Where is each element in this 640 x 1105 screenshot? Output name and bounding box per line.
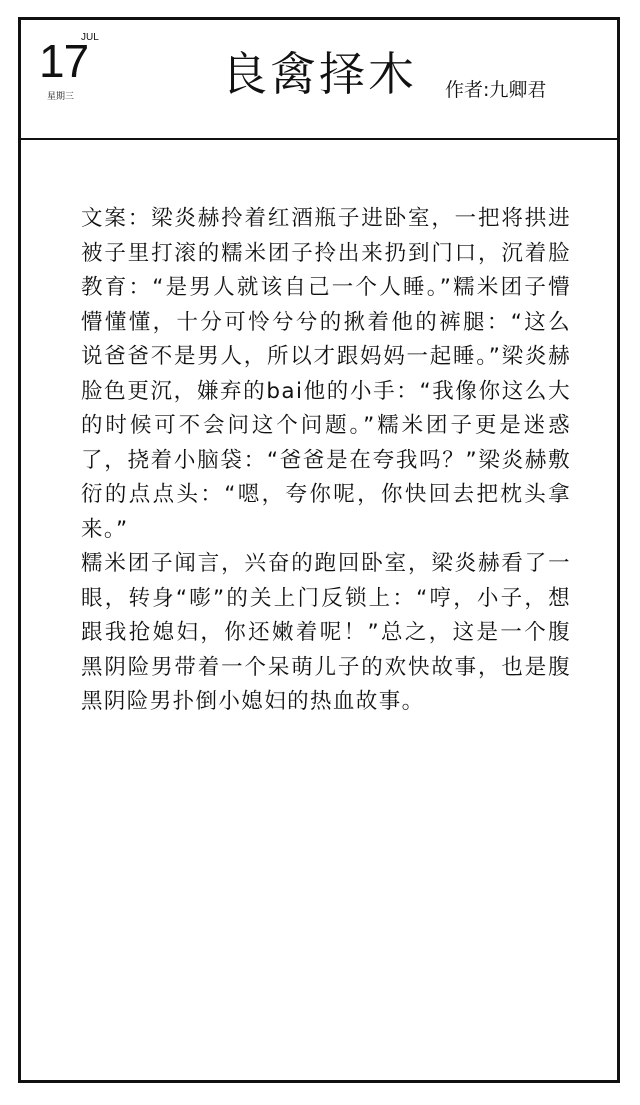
date-weekday: 星期三 <box>47 92 75 102</box>
synopsis <box>81 202 571 720</box>
date-day: 17 <box>39 35 89 87</box>
date-month: JUL <box>81 32 99 43</box>
date-block <box>39 32 119 122</box>
book-author: 作者:九卿君 <box>445 79 547 101</box>
book-card <box>18 17 620 1083</box>
synopsis-paragraph: 糯米团子闻言，兴奋的跑回卧室，梁炎赫看了一眼，转身“嘭”的关上门反锁上：“哼，小子，想跟我抢媳妇，你还嫩着呢！”总之，这是一个腹黑阴险男带着一个呆萌儿子的欢快故事，也是腹黑阴险男扑倒小媳妇的热血故事。 <box>81 551 571 714</box>
book-title: 良禽择木 <box>221 47 417 101</box>
card-header <box>21 20 617 140</box>
synopsis-paragraph: 文案：梁炎赫拎着红酒瓶子进卧室，一把将拱进被子里打滚的糯米团子拎出来扔到门口，沉着脸教育：“是男人就该自己一个人睡。”糯米团子懵懵懂懂，十分可怜兮兮的揪着他的裤腿：“这么说爸爸不是男人，所以才跟妈妈一起睡。”梁炎赫脸色更沉，嫌弃的bai他的小手：“我像你这么大的时候可不会问这个问题。”糯米团子更是迷惑了，挠着小脑袋：“爸爸是在夸我吗？”梁炎赫敷衍的点点头：“嗯，夸你呢，你快回去把枕头拿来。” <box>81 206 571 542</box>
